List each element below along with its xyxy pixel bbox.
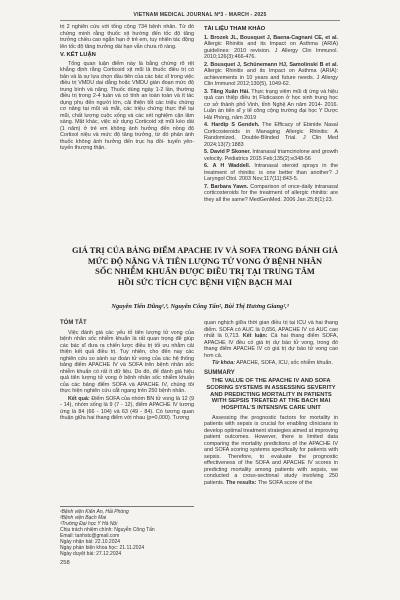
title-line: HỒI SỨC TÍCH CỰC BỆNH VIỆN BẠCH MAI	[117, 277, 293, 287]
reference-item: 6. A H Waddell. Intranasal steroid sprays in the treatment of rhinitis: is one better than another? J Laryngol Otol. 2003 Nov;117(11):843-5.	[204, 163, 339, 182]
abstract-results: Kết quả: Điểm SOFA của nhóm BN tử vong là 12 (9 - 14), nhóm sống là 9 (7 - 12), điểm APACHE IV tương ứng là 84 (66 - 104) và 63 (49 - 84). Có tương quan thuận giữa hai thang điểm với nhau (p=0,000). Tương	[60, 395, 194, 421]
references-heading: TÀI LIỆU THAM KHẢO	[204, 26, 266, 32]
footnote-affiliation: ²Bệnh viện Bạch Mai	[60, 515, 107, 521]
summary-heading: SUMMARY	[204, 369, 235, 376]
footnotes	[60, 506, 194, 557]
article-authors: Nguyễn Tiến Dũng¹,³, Nguyễn Công Tấn², Bùi Thị Hương Giang²,³	[111, 303, 289, 310]
reference-item: 3. Tăng Xuân Hải. Thực trạng viêm mũi dị ứng và hiệu quả can thiệp điều trị Fluticason ở học sinh trung học cơ sở thành phố Vinh, tỉnh Nghệ An năm 2014- 2016. Luận án tiến sĩ y tế công cộng trường đại học Y Dược Hải Phòng, năm 2019	[204, 88, 339, 121]
reference-item: 5. David P Skoner. Intranasal triamcinolone and growth velocity. Pediatrics 2015 Feb;135(2):e348-56	[204, 149, 338, 162]
title-line: MỨC ĐỘ NẶNG VÀ TIÊN LƯỢNG TỬ VONG Ở BỆNH NHÂN	[87, 256, 323, 266]
footnote-accepted: Ngày duyệt bài: 27.12.2024	[60, 551, 122, 557]
footnote-email: Email: tanhstc@gmail.com	[60, 533, 120, 539]
conclusion-heading: V. KẾT LUẬN	[60, 52, 96, 58]
journal-header: VIETNAM MEDICAL JOURNAL Nº3 - MARCH - 2025	[60, 12, 340, 21]
reference-item: 2. Bousquet J, Schünemann HJ, Samolinski B et al. Allergic Rhinitis and its Impact on Asthma (ARIA): achievements in 10 years and future needs. J Allergy Clin Immunol 2012;130(5), 1049-62.	[204, 61, 339, 87]
page-number: 258	[60, 560, 70, 566]
reference-item: 4. Hardip S Gendeh. The Efficacy of Ebinide Nasal Corticosteroids in Managing Allergic Rhinitis: A Randomized, Double-Blinded Trial. J Clin Med 2024;13(7):1883	[204, 122, 339, 148]
footnote-affiliation: ¹Bệnh viện Kiến An, Hải Phòng	[60, 509, 129, 515]
title-line: SỐC NHIỄM KHUẨN ĐƯỢC ĐIỀU TRỊ TẠI TRUNG TÂM	[95, 267, 315, 276]
footnote-reviewed: Ngày phản biện khoa học: 21.11.2024	[60, 545, 145, 551]
reference-item: 7. Barbara Yawn. Comparison of once-daily intranasal corticosteroids for the treatment of allergic rhinitis: are they all the same? MedGenMed. 2006 Jan 25;8(1):23.	[204, 183, 339, 203]
conclusion-paragraph: Tổng quan luận điểm này là bằng chứng rõ rệt khẳng định rằng Corticoid xịt mũi là thuốc điều trị có bản và là sự lựa chọn đầu tiên của các bác sĩ trong việc điều trị VMDU dai dẳng hoặc VMDU gián đoạn mức độ trung bình và nặng. Thuốc dùng ngày 1-2 lần, thường điều trị trong 2-4 tuần và có tính an toàn toàn và ít tác dụng phụ đến người lớn, cải thiện tốt các triệu chứng cơ năng tại mũi và mắt, các triệu chứng thực thể tại mũi, chất lượng cuộc sống và các xét nghiệm cận lâm sàng. Mặt khác, việc sử dụng Corticoid xịt mũi kéo dài (1 năm) ở trẻ em không ảnh hưởng đến nồng độ Cortisol niệu và mức độ tăng trưởng, từ đó phản ánh thuốc không ảnh hưởng đến trục hạ đồi- tuyến yên- tuyến thượng thận.	[60, 60, 194, 151]
abstract-en-column	[204, 320, 338, 487]
previous-article-left-column	[60, 24, 194, 153]
references-column	[204, 24, 338, 204]
abstract-vi-column	[60, 320, 194, 423]
abstract-paragraph: Việc đánh giá các yếu tố tiên lượng tử vong của bệnh nhân sốc nhiễm khuẩn là rất quan trọng để giúp các bác sĩ đưa ra chiến lược điều trị tối ưu nhằm cải thiện kết quả điều trị. Tuy nhiên, cho đến nay các nghiên cứu so sánh sự đoán tử vong của các hệ thống bảng điểm APACHE IV và SOFA trên bệnh nhân sốc nhiễm khuẩn có rất ít dữ liệu. Do đó, để đánh giá hiệu quả tiên lượng tử vong ở bệnh nhân sốc nhiễm khuẩn của các bảng điểm SOFA và APACHE IV, chúng tôi thực hiện nghiên cứu cắt ngang trên 250 bệnh nhân.	[60, 329, 194, 394]
article-title	[70, 246, 340, 288]
reference-item: 1. Brozek JL, Bousquet J, Baena-Cagnani CE, et al. Allergic Rhinitis and its Impact on Asthma (ARIA) guidelines: 2010 revision. J Allergy Clin Immunol. 2010;126(3):466-476.	[204, 34, 338, 60]
footnote-corresponding: Chịu trách nhiệm chính: Nguyễn Công Tấn	[60, 527, 155, 533]
abstract-continued: quan nghịch giữa thời gian điều trị tại ICU và hai thang điểm. SOFA có AUC là 0,656, APACHE IV có AUC cao nhất là 0,713. Kết luận: Cả hai thang điểm SOFA, APACHE IV đều có giá trị dự báo tử vong, trong đó thang điểm APACHE IV có giá trị dự báo tử vong cao hơn cả.	[204, 320, 339, 359]
footnote-affiliation: ³Trường Đại học Y Hà Nội	[60, 521, 118, 527]
abstract-heading: TÓM TẮT	[60, 320, 87, 326]
intro-paragraph: trị 2 nghiên cứu với tổng cộng 734 bệnh nhân. Từ đó chứng minh rằng thuốc xịt hướng đến tốc độ tăng trưởng chiều cao ngắn hạn ở trẻ em, tuy nhiên tác động lên tốc độ tăng trưởng dài hạn vẫn chưa rõ ràng.	[60, 24, 194, 50]
keywords: Từ khóa: APACHE, SOFA, ICU, sốc nhiễm khuẩn.	[212, 360, 333, 366]
title-line: GIÁ TRỊ CỦA BẢNG ĐIỂM APACHE IV VÀ SOFA TRONG ĐÁNH GIÁ	[72, 246, 338, 255]
footnote-received: Ngày nhận bài: 22.10.2024	[60, 539, 121, 545]
english-title: THE VALUE OF THE APACHE IV AND SOFA SCORING SYSTEMS IN ASSESSING SEVERITY AND PREDICTING MORTALITY IN PATIENTS WITH SEPSIS TREATED AT THE BACH MAI HOSPITAL'S INTENSIVE CARE UNIT	[206, 378, 336, 412]
summary-paragraph: Assessing the prognostic factors for mortality in patients with sepsis is crucial for enabling clinicians to develop optimal treatment strategies aimed at improving patient outcomes. However, there is limited data comparing the mortality predictions of the APACHE IV and SOFA scoring systems specifically for patients with sepsis. Therefore, to evaluate the prognostic effectiveness of the SOFA and APACHE IV scores in predicting mortality among patients with sepsis, we conducted a cross-sectional study involving 250 patients. The results: The SOFA score of the	[204, 414, 338, 486]
